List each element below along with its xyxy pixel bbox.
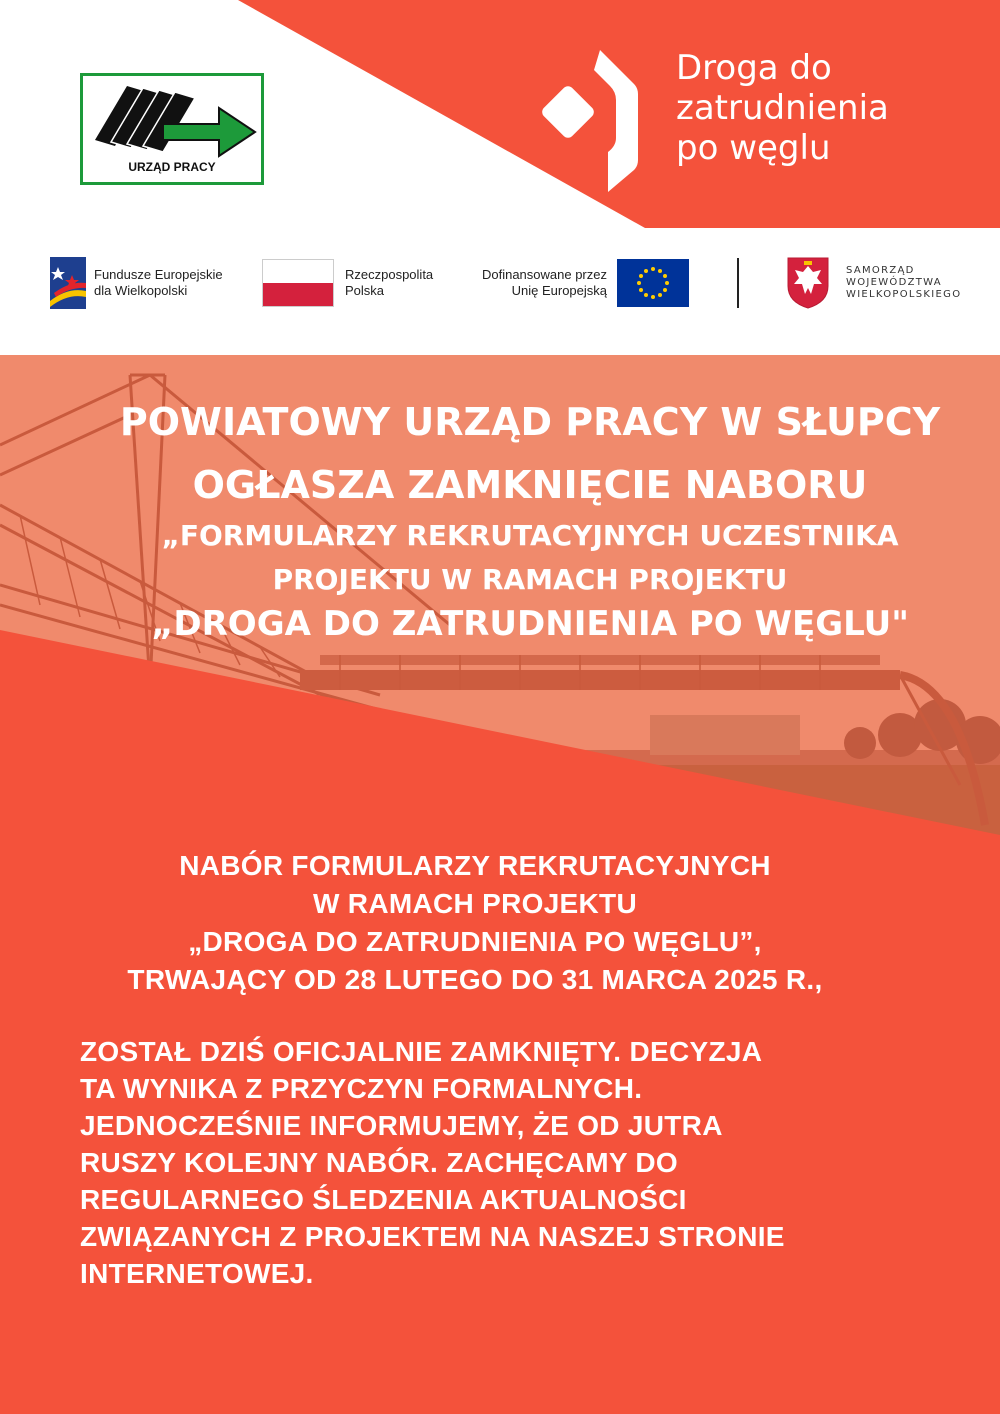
eu-label — [471, 267, 607, 299]
urzad-pracy-emblem-icon — [91, 80, 259, 160]
partner-divider — [737, 258, 739, 308]
body-line: ZOSTAŁ DZIŚ OFICJALNIE ZAMKNIĘTY. DECYZJA — [80, 1036, 763, 1067]
polish-flag-icon — [262, 259, 334, 307]
fundusze-europejskie-icon — [50, 257, 86, 309]
brand-title — [676, 48, 889, 168]
body-line: JEDNOCZEŚNIE INFORMUJEMY, ŻE OD JUTRA — [80, 1110, 723, 1141]
rp-label-line: Rzeczpospolita — [345, 267, 434, 282]
announcement-line: „DROGA DO ZATRUDNIENIA PO WĘGLU”, — [188, 926, 762, 957]
urzad-pracy-label: URZĄD PRACY — [128, 160, 216, 174]
fe-label-line: Fundusze Europejskie — [94, 267, 223, 282]
fe-label — [94, 267, 223, 299]
sw-label-line: WIELKOPOLSKIEGO — [846, 289, 962, 300]
body-line: RUSZY KOLEJNY NABÓR. ZACHĘCAMY DO — [80, 1147, 678, 1178]
eu-label-line: Unię Europejską — [511, 283, 607, 298]
rp-label — [345, 267, 433, 299]
sw-label-line: SAMORZĄD — [846, 265, 915, 276]
body-line: REGULARNEGO ŚLEDZENIA AKTUALNOŚCI — [80, 1184, 687, 1215]
brand-title-line: po węglu — [676, 128, 831, 168]
brand-title-line: Droga do — [676, 48, 832, 88]
headline-line: „DROGA DO ZATRUDNIENIA PO WĘGLU" — [151, 604, 909, 644]
announcement-line: TRWAJĄCY OD 28 LUTEGO DO 31 MARCA 2025 R., — [127, 964, 823, 995]
sw-label — [846, 265, 961, 301]
brand-title-line: zatrudnienia — [676, 88, 889, 128]
droga-brand-mark-icon — [538, 42, 648, 192]
sw-label-line: WOJEWÓDZTWA — [846, 277, 942, 288]
fe-label-line: dla Wielkopolski — [94, 283, 188, 298]
eu-label-line: Dofinansowane przez — [481, 267, 607, 282]
headline-line: PROJEKTU W RAMACH PROJEKTU — [272, 563, 788, 596]
announcement-line: W RAMACH PROJEKTU — [313, 888, 637, 919]
body-line: ZWIĄZANYCH Z PROJEKTEM NA NASZEJ STRONIE — [80, 1221, 785, 1252]
rp-label-line: Polska — [345, 283, 385, 298]
eu-flag-icon — [617, 259, 689, 307]
urzad-pracy-logo — [80, 73, 264, 185]
body-line: TA WYNIKA Z PRZYCZYN FORMALNYCH. — [80, 1073, 643, 1104]
headline-line: OGŁASZA ZAMKNIĘCIE NABORU — [192, 463, 868, 507]
headline-line: POWIATOWY URZĄD PRACY W SŁUPCY — [119, 400, 941, 444]
wielkopolska-crest-icon — [786, 256, 830, 310]
headline-line: „FORMULARZY REKRUTACYJNYCH UCZESTNIKA — [161, 519, 899, 552]
body-line: INTERNETOWEJ. — [80, 1258, 314, 1289]
announcement-line: NABÓR FORMULARZY REKRUTACYJNYCH — [179, 850, 771, 881]
